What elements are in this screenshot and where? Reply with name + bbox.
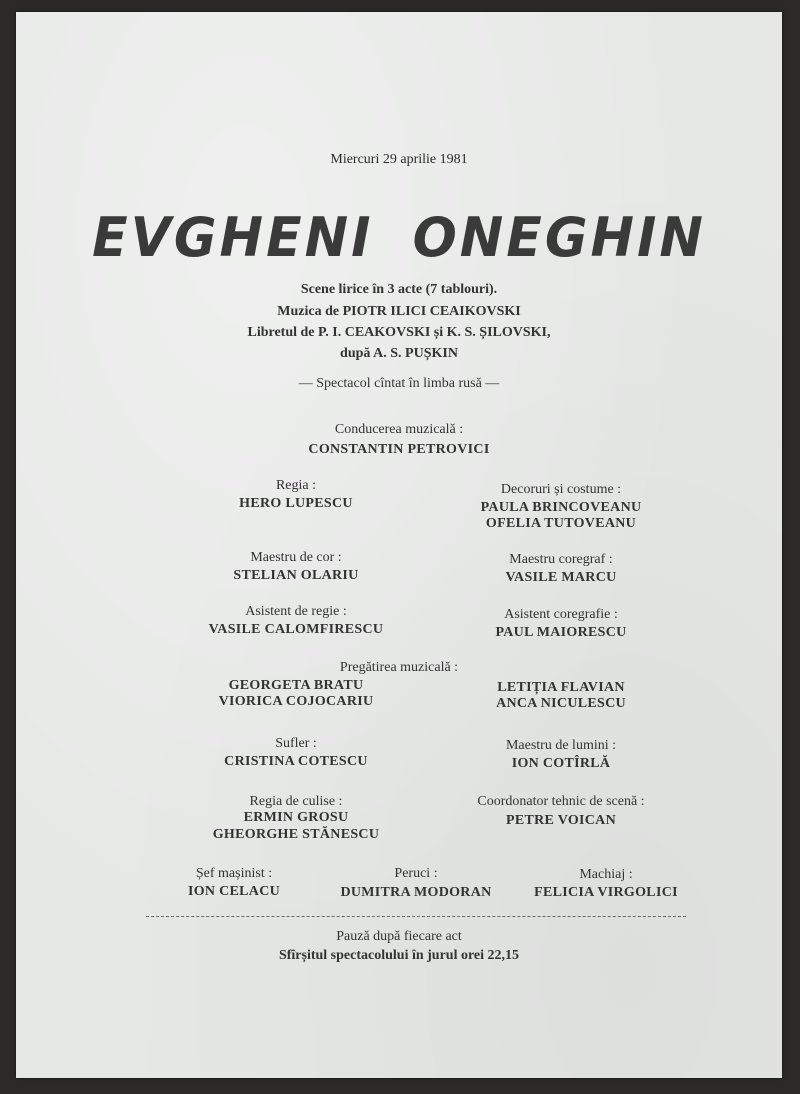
prompter-name: CRISTINA COTESCU <box>224 754 368 769</box>
lighting-name: ION COTÎRLĂ <box>511 756 611 771</box>
chorus-name: STELIAN OLARIU <box>233 568 359 583</box>
backstage-name-2: GHEORGHE STĂNESCU <box>212 827 380 842</box>
music-prep-right-1: LETIȚIA FLAVIAN <box>497 680 625 695</box>
asst-direction-name: VASILE CALOMFIRESCU <box>208 622 384 637</box>
performance-date: Miercuri 29 aprilie 1981 <box>330 152 468 167</box>
asst-direction-label: Asistent de regie : <box>245 604 347 619</box>
end-time-note: Sfîrșitul spectacolului în jurul orei 22,15 <box>278 948 520 963</box>
tech-label: Coordonator tehnic de scenă : <box>477 794 645 809</box>
makeup-name: FELICIA VIRGOLICI <box>534 885 678 900</box>
description-line-1: Scene lirice în 3 acte (7 tablouri). <box>300 282 498 297</box>
conductor-label: Conducerea muzicală : <box>334 422 464 437</box>
machinist-name: ION CELACU <box>187 884 281 899</box>
makeup-label: Machiaj : <box>579 867 633 882</box>
language-note: — Spectacol cîntat în limba rusă — <box>298 376 500 391</box>
wigs-label: Peruci : <box>394 866 438 881</box>
description-line-3: Libretul de P. I. CEAKOVSKI și K. S. ȘILOVSKI, <box>247 325 551 340</box>
music-prep-left-2: VIORICA COJOCARIU <box>218 694 374 709</box>
prompter-label: Sufler : <box>275 736 317 751</box>
direction-label: Regia : <box>275 478 317 493</box>
description-line-2: Muzica de PIOTR ILICI CEAIKOVSKI <box>277 304 521 319</box>
choreographer-name: VASILE MARCU <box>505 570 617 585</box>
program-page <box>16 12 782 1078</box>
wigs-name: DUMITRA MODORAN <box>340 885 492 900</box>
music-prep-label: Pregătirea muzicală : <box>339 660 459 675</box>
intermission-note: Pauză după fiecare act <box>336 929 462 944</box>
asst-choreo-label: Asistent coregrafie : <box>504 607 618 622</box>
sets-name-2: OFELIA TUTOVEANU <box>485 516 637 531</box>
choreographer-label: Maestru coregraf : <box>509 552 613 567</box>
music-prep-left-1: GEORGETA BRATU <box>228 678 364 693</box>
sets-name-1: PAULA BRINCOVEANU <box>480 500 642 515</box>
lighting-label: Maestru de lumini : <box>505 738 617 753</box>
divider-line <box>146 916 686 917</box>
tech-name: PETRE VOICAN <box>505 813 617 828</box>
conductor-name: CONSTANTIN PETROVICI <box>308 442 490 457</box>
backstage-name-1: ERMIN GROSU <box>243 810 349 825</box>
machinist-label: Șef mașinist : <box>195 866 273 881</box>
sets-label: Decoruri și costume : <box>500 482 622 497</box>
opera-title: EVGHENI ONEGHIN <box>92 206 706 270</box>
asst-choreo-name: PAUL MAIORESCU <box>495 625 627 640</box>
backstage-label: Regia de culise : <box>249 794 343 809</box>
chorus-label: Maestru de cor : <box>250 550 342 565</box>
direction-name: HERO LUPESCU <box>239 496 353 511</box>
music-prep-right-2: ANCA NICULESCU <box>496 696 626 711</box>
description-line-4: după A. S. PUȘKIN <box>340 346 458 361</box>
